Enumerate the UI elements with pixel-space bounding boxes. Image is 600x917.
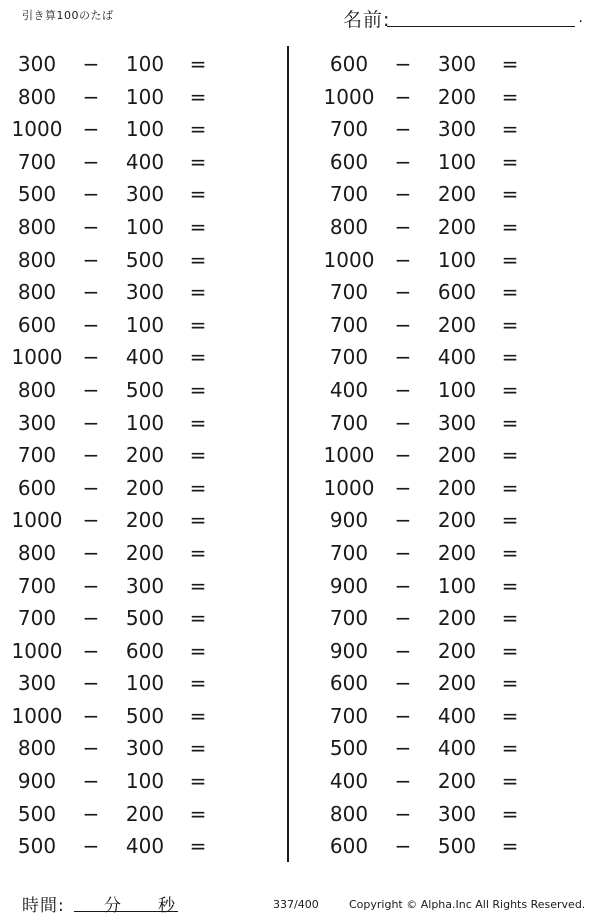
equals-sign: = xyxy=(501,638,519,663)
minus-sign: − xyxy=(82,508,100,533)
problem-row xyxy=(0,439,280,472)
problem-row xyxy=(312,113,592,146)
problem-row xyxy=(0,570,280,603)
minuend: 800 xyxy=(17,540,57,565)
equals-sign: = xyxy=(189,214,207,239)
problem-row xyxy=(0,602,280,635)
subtrahend: 300 xyxy=(437,117,477,142)
time-field xyxy=(22,889,192,915)
problem-row xyxy=(0,374,280,407)
subtrahend: 200 xyxy=(125,801,165,826)
subtrahend: 300 xyxy=(125,182,165,207)
problem-row xyxy=(312,635,592,668)
subtrahend: 500 xyxy=(125,703,165,728)
equals-sign: = xyxy=(189,801,207,826)
subtrahend: 200 xyxy=(125,443,165,468)
minus-sign: − xyxy=(394,182,412,207)
equals-sign: = xyxy=(189,117,207,142)
subtrahend: 200 xyxy=(125,475,165,500)
problem-row xyxy=(0,798,280,831)
equals-sign: = xyxy=(189,703,207,728)
equals-sign: = xyxy=(501,52,519,76)
minus-sign: − xyxy=(394,345,412,370)
minus-sign: − xyxy=(82,182,100,207)
minuend: 700 xyxy=(17,573,57,598)
subtrahend: 200 xyxy=(437,214,477,239)
minuend: 700 xyxy=(329,540,369,565)
subtrahend: 300 xyxy=(437,410,477,435)
subtrahend: 200 xyxy=(125,508,165,533)
problem-row xyxy=(0,146,280,179)
equals-sign: = xyxy=(189,573,207,598)
minus-sign: − xyxy=(394,377,412,402)
minus-sign: − xyxy=(82,443,100,468)
minuend: 700 xyxy=(329,312,369,337)
problem-row xyxy=(312,341,592,374)
equals-sign: = xyxy=(501,540,519,565)
problem-row xyxy=(0,113,280,146)
subtrahend: 300 xyxy=(125,573,165,598)
problem-row xyxy=(312,765,592,798)
equals-sign: = xyxy=(501,606,519,631)
subtrahend: 300 xyxy=(437,52,477,76)
subtrahend: 200 xyxy=(437,443,477,468)
minuend: 600 xyxy=(17,475,57,500)
equals-sign: = xyxy=(189,671,207,696)
problem-row xyxy=(0,81,280,114)
minus-sign: − xyxy=(82,671,100,696)
problem-row xyxy=(0,309,280,342)
minus-sign: − xyxy=(394,214,412,239)
minuend: 700 xyxy=(329,117,369,142)
minus-sign: − xyxy=(394,312,412,337)
problem-row xyxy=(0,244,280,277)
minus-sign: − xyxy=(394,638,412,663)
problem-row xyxy=(0,407,280,440)
equals-sign: = xyxy=(189,52,207,76)
problem-row xyxy=(312,374,592,407)
minus-sign: − xyxy=(394,410,412,435)
problem-row xyxy=(312,178,592,211)
subtrahend: 200 xyxy=(437,84,477,109)
equals-sign: = xyxy=(189,312,207,337)
subtrahend: 100 xyxy=(125,117,165,142)
minuend: 800 xyxy=(17,84,57,109)
equals-sign: = xyxy=(189,182,207,207)
column-divider xyxy=(287,46,289,862)
right-problem-column xyxy=(312,48,592,863)
seconds-label: 秒 xyxy=(158,896,175,916)
equals-sign: = xyxy=(189,508,207,533)
equals-sign: = xyxy=(189,410,207,435)
name-label: 名前: xyxy=(343,9,391,31)
minuend: 1000 xyxy=(323,84,375,109)
equals-sign: = xyxy=(501,801,519,826)
problem-row xyxy=(0,504,280,537)
minuend: 700 xyxy=(329,345,369,370)
subtrahend: 200 xyxy=(437,312,477,337)
minuend: 500 xyxy=(17,801,57,826)
minus-sign: − xyxy=(82,280,100,305)
minus-sign: − xyxy=(82,247,100,272)
problem-row xyxy=(312,81,592,114)
problem-row xyxy=(312,211,592,244)
subtrahend: 200 xyxy=(437,540,477,565)
minus-sign: − xyxy=(82,149,100,174)
problem-row xyxy=(312,146,592,179)
minus-sign: − xyxy=(394,443,412,468)
minus-sign: − xyxy=(82,703,100,728)
subtrahend: 200 xyxy=(437,769,477,794)
minus-sign: − xyxy=(82,573,100,598)
problem-row xyxy=(0,211,280,244)
equals-sign: = xyxy=(189,84,207,109)
minuend: 800 xyxy=(17,736,57,761)
minus-sign: − xyxy=(82,84,100,109)
minus-sign: − xyxy=(394,736,412,761)
problem-row xyxy=(0,635,280,668)
minus-sign: − xyxy=(394,769,412,794)
minuend: 700 xyxy=(17,149,57,174)
equals-sign: = xyxy=(189,769,207,794)
subtrahend: 100 xyxy=(437,149,477,174)
problem-row xyxy=(0,472,280,505)
equals-sign: = xyxy=(501,247,519,272)
minuend: 1000 xyxy=(11,345,63,370)
minus-sign: − xyxy=(82,312,100,337)
equals-sign: = xyxy=(501,508,519,533)
subtrahend: 500 xyxy=(125,247,165,272)
worksheet-title: 引き算100のたば xyxy=(22,9,114,22)
subtrahend: 200 xyxy=(437,475,477,500)
minuend: 700 xyxy=(17,606,57,631)
minus-sign: − xyxy=(394,801,412,826)
minuend: 700 xyxy=(329,703,369,728)
equals-sign: = xyxy=(189,149,207,174)
equals-sign: = xyxy=(501,280,519,305)
problem-row xyxy=(0,48,280,81)
minus-sign: − xyxy=(82,345,100,370)
minus-sign: − xyxy=(394,671,412,696)
minus-sign: − xyxy=(82,214,100,239)
subtrahend: 100 xyxy=(125,769,165,794)
subtrahend: 500 xyxy=(437,834,477,859)
problem-row xyxy=(0,341,280,374)
minutes-label: 分 xyxy=(104,896,121,916)
minuend: 300 xyxy=(17,410,57,435)
subtrahend: 400 xyxy=(125,149,165,174)
name-end-mark: . xyxy=(578,10,583,26)
minuend: 800 xyxy=(329,801,369,826)
minus-sign: − xyxy=(82,638,100,663)
equals-sign: = xyxy=(501,703,519,728)
minuend: 500 xyxy=(17,834,57,859)
minuend: 800 xyxy=(17,377,57,402)
problem-row xyxy=(312,407,592,440)
equals-sign: = xyxy=(501,84,519,109)
minuend: 900 xyxy=(329,638,369,663)
minuend: 1000 xyxy=(11,703,63,728)
problem-row xyxy=(312,276,592,309)
subtrahend: 100 xyxy=(125,312,165,337)
minus-sign: − xyxy=(394,52,412,76)
minus-sign: − xyxy=(394,508,412,533)
subtrahend: 100 xyxy=(437,247,477,272)
minus-sign: − xyxy=(82,475,100,500)
equals-sign: = xyxy=(189,443,207,468)
minuend: 800 xyxy=(17,247,57,272)
minus-sign: − xyxy=(82,801,100,826)
equals-sign: = xyxy=(189,606,207,631)
problem-row xyxy=(312,537,592,570)
name-field xyxy=(343,4,583,30)
minus-sign: − xyxy=(394,834,412,859)
minus-sign: − xyxy=(82,769,100,794)
subtrahend: 600 xyxy=(125,638,165,663)
subtrahend: 100 xyxy=(437,573,477,598)
problem-row xyxy=(312,732,592,765)
minus-sign: − xyxy=(394,703,412,728)
minuend: 500 xyxy=(329,736,369,761)
problem-row xyxy=(0,765,280,798)
minus-sign: − xyxy=(394,606,412,631)
problem-row xyxy=(312,48,592,81)
equals-sign: = xyxy=(189,247,207,272)
equals-sign: = xyxy=(189,540,207,565)
equals-sign: = xyxy=(501,182,519,207)
minus-sign: − xyxy=(394,117,412,142)
equals-sign: = xyxy=(189,280,207,305)
minuend: 600 xyxy=(17,312,57,337)
equals-sign: = xyxy=(189,475,207,500)
minus-sign: − xyxy=(394,540,412,565)
minuend: 800 xyxy=(17,280,57,305)
minuend: 300 xyxy=(17,52,57,76)
problem-row xyxy=(312,830,592,863)
problem-row xyxy=(312,309,592,342)
equals-sign: = xyxy=(501,410,519,435)
subtrahend: 200 xyxy=(437,182,477,207)
minus-sign: − xyxy=(82,606,100,631)
equals-sign: = xyxy=(501,345,519,370)
equals-sign: = xyxy=(189,736,207,761)
minus-sign: − xyxy=(82,410,100,435)
subtrahend: 600 xyxy=(437,280,477,305)
subtrahend: 500 xyxy=(125,606,165,631)
problem-row xyxy=(312,244,592,277)
equals-sign: = xyxy=(501,443,519,468)
equals-sign: = xyxy=(501,312,519,337)
minuend: 800 xyxy=(329,214,369,239)
equals-sign: = xyxy=(189,377,207,402)
problem-row xyxy=(312,439,592,472)
problem-row xyxy=(312,798,592,831)
time-label: 時間: xyxy=(22,896,65,916)
subtrahend: 300 xyxy=(125,280,165,305)
equals-sign: = xyxy=(501,736,519,761)
minuend: 600 xyxy=(329,149,369,174)
subtrahend: 200 xyxy=(437,508,477,533)
minuend: 400 xyxy=(329,769,369,794)
subtrahend: 100 xyxy=(125,52,165,76)
minus-sign: − xyxy=(394,475,412,500)
name-underline xyxy=(387,26,575,27)
minuend: 1000 xyxy=(323,443,375,468)
minuend: 700 xyxy=(329,280,369,305)
subtrahend: 100 xyxy=(437,377,477,402)
minus-sign: − xyxy=(82,540,100,565)
subtrahend: 200 xyxy=(437,671,477,696)
minus-sign: − xyxy=(82,377,100,402)
subtrahend: 200 xyxy=(125,540,165,565)
minus-sign: − xyxy=(394,573,412,598)
minuend: 1000 xyxy=(11,117,63,142)
page-number: 337/400 xyxy=(273,898,319,911)
left-problem-column xyxy=(0,48,280,863)
equals-sign: = xyxy=(501,671,519,696)
minuend: 400 xyxy=(329,377,369,402)
minus-sign: − xyxy=(394,84,412,109)
subtrahend: 400 xyxy=(437,345,477,370)
equals-sign: = xyxy=(501,149,519,174)
subtrahend: 300 xyxy=(125,736,165,761)
minus-sign: − xyxy=(82,52,100,76)
subtrahend: 400 xyxy=(437,703,477,728)
equals-sign: = xyxy=(501,117,519,142)
minuend: 700 xyxy=(329,606,369,631)
equals-sign: = xyxy=(189,834,207,859)
equals-sign: = xyxy=(501,834,519,859)
minuend: 1000 xyxy=(323,475,375,500)
problem-row xyxy=(312,504,592,537)
minuend: 600 xyxy=(329,52,369,76)
subtrahend: 300 xyxy=(437,801,477,826)
minus-sign: − xyxy=(82,736,100,761)
minuend: 600 xyxy=(329,671,369,696)
minus-sign: − xyxy=(394,280,412,305)
minuend: 700 xyxy=(329,410,369,435)
minus-sign: − xyxy=(394,247,412,272)
minuend: 300 xyxy=(17,671,57,696)
equals-sign: = xyxy=(501,475,519,500)
minus-sign: − xyxy=(82,117,100,142)
minuend: 1000 xyxy=(11,638,63,663)
subtrahend: 400 xyxy=(437,736,477,761)
equals-sign: = xyxy=(501,377,519,402)
problem-row xyxy=(312,602,592,635)
equals-sign: = xyxy=(501,214,519,239)
problem-row xyxy=(312,700,592,733)
equals-sign: = xyxy=(189,638,207,663)
subtrahend: 100 xyxy=(125,214,165,239)
equals-sign: = xyxy=(189,345,207,370)
minuend: 900 xyxy=(329,508,369,533)
equals-sign: = xyxy=(501,769,519,794)
problem-row xyxy=(0,667,280,700)
minuend: 1000 xyxy=(323,247,375,272)
minuend: 800 xyxy=(17,214,57,239)
problem-row xyxy=(312,667,592,700)
subtrahend: 400 xyxy=(125,345,165,370)
minus-sign: − xyxy=(394,149,412,174)
minuend: 600 xyxy=(329,834,369,859)
problem-row xyxy=(312,570,592,603)
problem-row xyxy=(0,178,280,211)
minuend: 900 xyxy=(17,769,57,794)
subtrahend: 200 xyxy=(437,606,477,631)
problem-row xyxy=(0,537,280,570)
problem-row xyxy=(0,830,280,863)
minus-sign: − xyxy=(82,834,100,859)
subtrahend: 400 xyxy=(125,834,165,859)
subtrahend: 100 xyxy=(125,410,165,435)
subtrahend: 500 xyxy=(125,377,165,402)
subtrahend: 100 xyxy=(125,671,165,696)
equals-sign: = xyxy=(501,573,519,598)
copyright-notice: Copyright © Alpha.Inc All Rights Reserved. xyxy=(349,898,586,911)
subtrahend: 200 xyxy=(437,638,477,663)
problem-row xyxy=(312,472,592,505)
minuend: 900 xyxy=(329,573,369,598)
problem-row xyxy=(0,700,280,733)
minuend: 700 xyxy=(329,182,369,207)
minuend: 500 xyxy=(17,182,57,207)
minuend: 700 xyxy=(17,443,57,468)
minuend: 1000 xyxy=(11,508,63,533)
subtrahend: 100 xyxy=(125,84,165,109)
problem-row xyxy=(0,732,280,765)
problem-row xyxy=(0,276,280,309)
